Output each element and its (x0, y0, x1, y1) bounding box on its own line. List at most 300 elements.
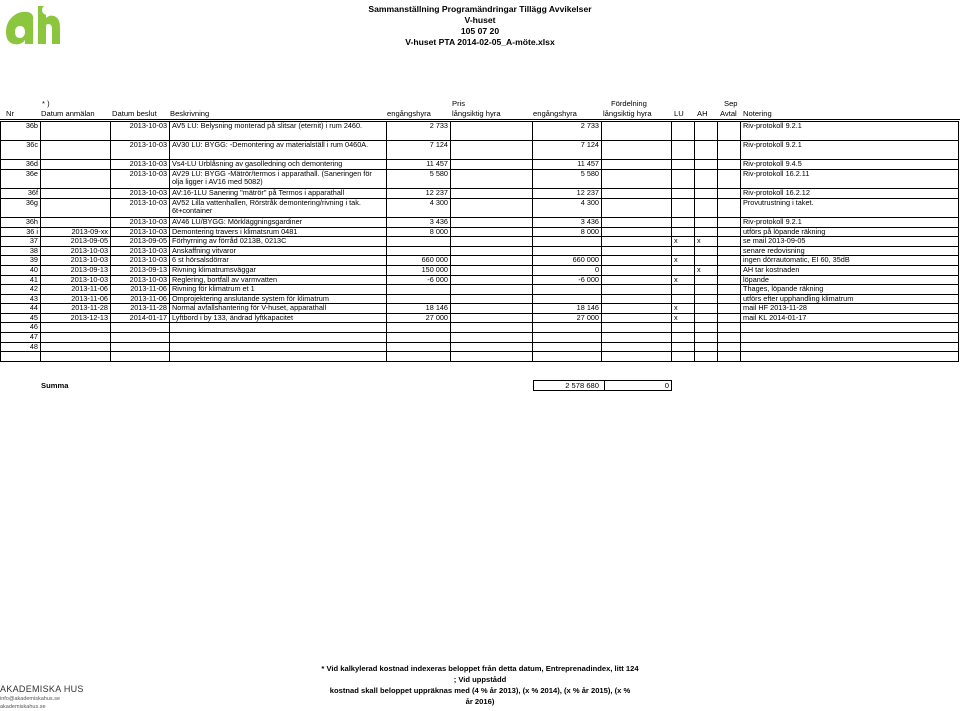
title-line-3: 105 07 20 (460, 26, 500, 36)
table-row (1, 333, 959, 343)
cell-beskrivning: AV30 LU: BYGG: -Demontering av materialställ i rum 0460A. (170, 141, 387, 160)
cell-pris-engangshyra: 18 146 (387, 304, 451, 314)
cell-pris-langsiktig (451, 352, 533, 362)
cell-lu (672, 160, 695, 170)
cell-beskrivning: Demontering travers i klimatsrum 0481 (170, 227, 387, 237)
summa-box (533, 380, 672, 391)
cell-avtal (718, 342, 741, 352)
cell-beskrivning: Omprojektering anslutande system för klimatrum (170, 294, 387, 304)
cell-pris-langsiktig (451, 169, 533, 188)
cell-datum-beslut: 2013-10-03 (111, 198, 170, 217)
header-engangshyra-pris: engångshyra (387, 109, 431, 118)
cell-avtal (718, 189, 741, 199)
cell-nr: 40 (1, 265, 41, 275)
cell-datum-anmalan: 2013-11-28 (41, 304, 111, 314)
cell-lu: x (672, 313, 695, 323)
cell-datum-anmalan: 2013-10-03 (41, 246, 111, 256)
header-engangshyra-fordelning: engångshyra (533, 109, 577, 118)
cell-pris-engangshyra: 8 000 (387, 227, 451, 237)
cell-fordelning-langsiktig (602, 217, 672, 227)
table-row (1, 169, 959, 188)
cell-pris-langsiktig (451, 237, 533, 247)
cell-pris-engangshyra: 27 000 (387, 313, 451, 323)
cell-lu (672, 342, 695, 352)
cell-beskrivning: Rivning för klimatrum et 1 (170, 285, 387, 295)
cell-fordelning-engangshyra (533, 352, 602, 362)
cell-datum-beslut: 2013-10-03 (111, 227, 170, 237)
cell-pris-engangshyra (387, 352, 451, 362)
cell-beskrivning: AV46 LU/BYGG: Mörkläggningsgardiner (170, 217, 387, 227)
cell-datum-beslut: 2013-10-03 (111, 122, 170, 141)
cell-beskrivning (170, 352, 387, 362)
cell-notering: mail KL 2014-01-17 (741, 313, 959, 323)
cell-fordelning-langsiktig (602, 265, 672, 275)
cell-datum-beslut: 2013-10-03 (111, 246, 170, 256)
cell-pris-engangshyra (387, 294, 451, 304)
header-langsiktig-pris: långsiktig hyra (452, 109, 501, 118)
cell-ah (695, 169, 718, 188)
cell-datum-anmalan: 2013-11-06 (41, 285, 111, 295)
cell-avtal (718, 256, 741, 266)
cell-nr: 46 (1, 323, 41, 333)
cell-beskrivning (170, 342, 387, 352)
cell-datum-beslut (111, 333, 170, 343)
cell-fordelning-langsiktig (602, 313, 672, 323)
cell-datum-beslut: 2013-10-03 (111, 141, 170, 160)
cell-avtal (718, 237, 741, 247)
cell-datum-beslut (111, 323, 170, 333)
cell-ah (695, 217, 718, 227)
document-title (290, 4, 670, 48)
cell-avtal (718, 265, 741, 275)
cell-beskrivning: Normal avfallshantering för V-huset, apparathall (170, 304, 387, 314)
table-row (1, 256, 959, 266)
cell-nr: 36 i (1, 227, 41, 237)
cell-pris-langsiktig (451, 227, 533, 237)
cell-notering: Riv-protokoll 9.2.1 (741, 141, 959, 160)
cell-ah (695, 256, 718, 266)
summa-label: Summa (41, 381, 69, 390)
cell-pris-langsiktig (451, 160, 533, 170)
cell-beskrivning: AV:16-1LU Sanering "mätrör" på Termos i apparathall (170, 189, 387, 199)
cell-fordelning-langsiktig (602, 304, 672, 314)
cell-ah (695, 122, 718, 141)
title-line-2: V-huset (464, 15, 496, 25)
cell-fordelning-engangshyra: 4 300 (533, 198, 602, 217)
cell-fordelning-engangshyra: -6 000 (533, 275, 602, 285)
header-datum-beslut: Datum beslut (112, 109, 157, 118)
summa-engangshyra: 2 578 680 (565, 381, 599, 390)
cell-ah (695, 333, 718, 343)
cell-avtal (718, 275, 741, 285)
cell-nr (1, 352, 41, 362)
cell-lu (672, 333, 695, 343)
table-body (1, 122, 959, 362)
cell-fordelning-langsiktig (602, 189, 672, 199)
cell-notering: Riv-protokoll 9.2.1 (741, 122, 959, 141)
cell-datum-anmalan: 2013-09-13 (41, 265, 111, 275)
cell-nr: 36e (1, 169, 41, 188)
cell-pris-engangshyra: 660 000 (387, 256, 451, 266)
table-header (0, 98, 960, 120)
cell-beskrivning: Förhyrning av förråd 0213B, 0213C (170, 237, 387, 247)
cell-notering: Thages, löpande räkning (741, 285, 959, 295)
cell-datum-anmalan (41, 141, 111, 160)
cell-fordelning-langsiktig (602, 323, 672, 333)
cell-ah (695, 352, 718, 362)
cell-fordelning-langsiktig (602, 285, 672, 295)
cell-beskrivning: 6 st hörsalsdörrar (170, 256, 387, 266)
cell-pris-engangshyra: 2 733 (387, 122, 451, 141)
table-row (1, 198, 959, 217)
cell-nr: 43 (1, 294, 41, 304)
cell-ah (695, 189, 718, 199)
cell-fordelning-engangshyra: 3 436 (533, 217, 602, 227)
cell-pris-engangshyra: 12 237 (387, 189, 451, 199)
footer-email: info@akademiskahus.se (0, 696, 61, 702)
cell-lu (672, 246, 695, 256)
cell-fordelning-engangshyra: 0 (533, 265, 602, 275)
cell-lu (672, 122, 695, 141)
cell-datum-anmalan (41, 189, 111, 199)
cell-pris-langsiktig (451, 304, 533, 314)
data-table (0, 121, 959, 362)
cell-datum-beslut: 2013-10-03 (111, 275, 170, 285)
cell-datum-anmalan (41, 169, 111, 188)
cell-ah (695, 141, 718, 160)
cell-notering: Riv-protokoll 9.4.5 (741, 160, 959, 170)
cell-fordelning-engangshyra: 12 237 (533, 189, 602, 199)
header-fordelning: Fördelning (611, 99, 647, 108)
cell-pris-langsiktig (451, 256, 533, 266)
cell-lu (672, 323, 695, 333)
header-sep: Sep (724, 99, 738, 108)
cell-ah (695, 227, 718, 237)
cell-fordelning-langsiktig (602, 122, 672, 141)
cell-datum-anmalan (41, 352, 111, 362)
cell-fordelning-langsiktig (602, 246, 672, 256)
header-langsiktig-fordelning: långsiktig hyra (603, 109, 652, 118)
cell-pris-langsiktig (451, 189, 533, 199)
cell-nr: 42 (1, 285, 41, 295)
cell-fordelning-engangshyra (533, 323, 602, 333)
cell-datum-anmalan: 2013-12-13 (41, 313, 111, 323)
table-row (1, 352, 959, 362)
cell-notering: Riv-protokoll 16.2.12 (741, 189, 959, 199)
cell-avtal (718, 198, 741, 217)
cell-beskrivning: AV52 Lilla vattenhallen, Rörstråk demontering/rivning i tak. 6t+container (170, 198, 387, 217)
cell-datum-beslut: 2013-10-03 (111, 217, 170, 227)
cell-lu: x (672, 275, 695, 285)
table-row (1, 237, 959, 247)
cell-lu (672, 189, 695, 199)
cell-lu (672, 217, 695, 227)
cell-fordelning-engangshyra: 2 733 (533, 122, 602, 141)
footer-brand: AKADEMISKA HUS (0, 684, 84, 694)
cell-ah (695, 304, 718, 314)
table-row (1, 141, 959, 160)
table-row (1, 122, 959, 141)
cell-fordelning-engangshyra: 18 146 (533, 304, 602, 314)
cell-ah (695, 313, 718, 323)
cell-beskrivning: Rivning klimatrumsväggar (170, 265, 387, 275)
cell-nr: 36d (1, 160, 41, 170)
cell-ah: x (695, 265, 718, 275)
cell-avtal (718, 246, 741, 256)
footnote-line-1: * Vid kalkylerad kostnad indexeras beloppet från detta datum, Entreprenadindex, litt 124 (321, 664, 639, 673)
summa-langsiktig: 0 (664, 381, 669, 390)
cell-pris-engangshyra (387, 237, 451, 247)
cell-notering: ingen dörrautomatic, EI 60, 35dB (741, 256, 959, 266)
table-row (1, 246, 959, 256)
cell-avtal (718, 285, 741, 295)
cell-beskrivning: Anskaffning vitvaror (170, 246, 387, 256)
cell-nr: 41 (1, 275, 41, 285)
cell-fordelning-engangshyra: 11 457 (533, 160, 602, 170)
cell-fordelning-engangshyra: 7 124 (533, 141, 602, 160)
cell-beskrivning: Lyftbord i by 133, ändrad lyftkapacitet (170, 313, 387, 323)
cell-fordelning-langsiktig (602, 352, 672, 362)
cell-fordelning-langsiktig (602, 198, 672, 217)
cell-datum-beslut: 2013-11-28 (111, 304, 170, 314)
cell-lu (672, 141, 695, 160)
cell-avtal (718, 304, 741, 314)
cell-lu: x (672, 237, 695, 247)
footnote-line-3: kostnad skall beloppet uppräknas med (4 % år 2013), (x % 2014), (x % år 2015), (x % (329, 686, 631, 695)
cell-pris-langsiktig (451, 294, 533, 304)
cell-lu (672, 169, 695, 188)
header-datum-anmalan: Datum anmälan (41, 109, 95, 118)
cell-lu (672, 285, 695, 295)
cell-pris-engangshyra (387, 246, 451, 256)
cell-notering: löpande (741, 275, 959, 285)
cell-ah (695, 285, 718, 295)
cell-datum-anmalan: 2013-10-03 (41, 256, 111, 266)
cell-ah (695, 275, 718, 285)
footnote-mark: * ) (42, 99, 50, 108)
cell-fordelning-engangshyra: 660 000 (533, 256, 602, 266)
cell-lu (672, 227, 695, 237)
cell-fordelning-langsiktig (602, 237, 672, 247)
cell-datum-anmalan (41, 323, 111, 333)
cell-ah: x (695, 237, 718, 247)
cell-notering: mail HF 2013-11-28 (741, 304, 959, 314)
table-row (1, 323, 959, 333)
footnote-line-2: ; Vid uppstådd (453, 675, 507, 684)
cell-avtal (718, 122, 741, 141)
cell-pris-engangshyra: 5 580 (387, 169, 451, 188)
table-row (1, 189, 959, 199)
cell-notering: Provutrustning i taket. (741, 198, 959, 217)
cell-datum-anmalan: 2013-10-03 (41, 275, 111, 285)
cell-datum-beslut: 2013-11-06 (111, 294, 170, 304)
cell-fordelning-engangshyra (533, 342, 602, 352)
cell-avtal (718, 141, 741, 160)
cell-nr: 48 (1, 342, 41, 352)
cell-notering: Riv-protokoll 16.2.11 (741, 169, 959, 188)
cell-avtal (718, 313, 741, 323)
cell-pris-langsiktig (451, 217, 533, 227)
cell-fordelning-engangshyra (533, 246, 602, 256)
cell-beskrivning (170, 333, 387, 343)
cell-datum-anmalan: 2013-09-xx (41, 227, 111, 237)
cell-pris-engangshyra (387, 285, 451, 295)
cell-nr: 44 (1, 304, 41, 314)
cell-pris-langsiktig (451, 342, 533, 352)
cell-notering (741, 342, 959, 352)
summa-divider (604, 381, 605, 390)
cell-pris-engangshyra: 150 000 (387, 265, 451, 275)
cell-datum-anmalan: 2013-11-06 (41, 294, 111, 304)
cell-datum-anmalan (41, 198, 111, 217)
cell-lu (672, 265, 695, 275)
cell-fordelning-langsiktig (602, 227, 672, 237)
cell-pris-engangshyra (387, 323, 451, 333)
cell-fordelning-engangshyra: 8 000 (533, 227, 602, 237)
cell-avtal (718, 352, 741, 362)
cell-fordelning-engangshyra (533, 333, 602, 343)
cell-lu (672, 294, 695, 304)
cell-datum-anmalan (41, 333, 111, 343)
cell-pris-engangshyra (387, 333, 451, 343)
cell-fordelning-engangshyra (533, 285, 602, 295)
table-row (1, 275, 959, 285)
cell-fordelning-engangshyra: 27 000 (533, 313, 602, 323)
cell-fordelning-langsiktig (602, 342, 672, 352)
table-row (1, 294, 959, 304)
cell-avtal (718, 333, 741, 343)
cell-datum-anmalan (41, 217, 111, 227)
cell-beskrivning: AV29 LU: BYGG -Mätrör/termos i apparathall. (Saneringen för olja ligger i AV16 med 5082) (170, 169, 387, 188)
cell-datum-beslut: 2013-09-05 (111, 237, 170, 247)
cell-ah (695, 342, 718, 352)
table-row (1, 313, 959, 323)
cell-lu: x (672, 256, 695, 266)
cell-fordelning-langsiktig (602, 256, 672, 266)
cell-nr: 37 (1, 237, 41, 247)
cell-notering: Riv-protokoll 9.2.1 (741, 217, 959, 227)
cell-pris-langsiktig (451, 198, 533, 217)
table-row (1, 160, 959, 170)
cell-fordelning-langsiktig (602, 294, 672, 304)
cell-fordelning-engangshyra: 5 580 (533, 169, 602, 188)
cell-fordelning-langsiktig (602, 169, 672, 188)
cell-datum-beslut: 2013-10-03 (111, 256, 170, 266)
cell-ah (695, 160, 718, 170)
cell-notering (741, 352, 959, 362)
cell-pris-engangshyra: 7 124 (387, 141, 451, 160)
cell-lu: x (672, 304, 695, 314)
cell-datum-beslut: 2013-10-03 (111, 189, 170, 199)
title-line-1: Sammanställning Programändringar Tillägg Avvikelser (368, 4, 592, 14)
cell-avtal (718, 169, 741, 188)
table-row (1, 265, 959, 275)
cell-pris-langsiktig (451, 141, 533, 160)
cell-nr: 38 (1, 246, 41, 256)
cell-notering: utförs på löpande räkning (741, 227, 959, 237)
header-notering: Notering (743, 109, 772, 118)
cell-fordelning-engangshyra (533, 294, 602, 304)
cell-pris-langsiktig (451, 323, 533, 333)
title-line-4: V-huset PTA 2014-02-05_A-möte.xlsx (405, 37, 555, 47)
cell-datum-beslut: 2013-10-03 (111, 160, 170, 170)
cell-notering: utförs efter upphandling klimatrum (741, 294, 959, 304)
cell-pris-engangshyra: 11 457 (387, 160, 451, 170)
footnote-line-4: år 2016) (465, 697, 495, 706)
cell-nr: 47 (1, 333, 41, 343)
cell-fordelning-langsiktig (602, 275, 672, 285)
header-pris: Pris (452, 99, 466, 108)
cell-nr: 39 (1, 256, 41, 266)
cell-datum-beslut: 2013-10-03 (111, 169, 170, 188)
cell-avtal (718, 160, 741, 170)
header-nr: Nr (6, 109, 15, 118)
cell-fordelning-langsiktig (602, 160, 672, 170)
cell-notering: se mail 2013-09-05 (741, 237, 959, 247)
cell-datum-beslut (111, 342, 170, 352)
cell-datum-anmalan (41, 342, 111, 352)
table-row (1, 304, 959, 314)
cell-pris-engangshyra: -6 000 (387, 275, 451, 285)
cell-notering: AH tar kostnaden (741, 265, 959, 275)
cell-pris-engangshyra (387, 342, 451, 352)
cell-beskrivning (170, 323, 387, 333)
cell-notering: senare redovisning (741, 246, 959, 256)
cell-nr: 36f (1, 189, 41, 199)
cell-ah (695, 246, 718, 256)
cell-datum-beslut (111, 352, 170, 362)
cell-pris-langsiktig (451, 122, 533, 141)
table-row (1, 342, 959, 352)
table-row (1, 285, 959, 295)
cell-nr: 36b (1, 122, 41, 141)
cell-pris-langsiktig (451, 313, 533, 323)
header-beskrivning: Beskrivning (170, 109, 210, 118)
header-avtal: Avtal (720, 109, 737, 118)
cell-avtal (718, 323, 741, 333)
cell-datum-anmalan (41, 160, 111, 170)
cell-datum-beslut: 2013-11-06 (111, 285, 170, 295)
cell-ah (695, 294, 718, 304)
cell-nr: 36h (1, 217, 41, 227)
cell-fordelning-langsiktig (602, 141, 672, 160)
cell-avtal (718, 227, 741, 237)
cell-ah (695, 323, 718, 333)
cell-avtal (718, 217, 741, 227)
cell-notering (741, 333, 959, 343)
cell-lu (672, 352, 695, 362)
cell-notering (741, 323, 959, 333)
cell-fordelning-langsiktig (602, 333, 672, 343)
akademiska-hus-logo-icon (2, 2, 62, 52)
cell-fordelning-engangshyra (533, 237, 602, 247)
footnote (300, 663, 660, 707)
header-ah: AH (697, 109, 708, 118)
cell-pris-langsiktig (451, 246, 533, 256)
table-row (1, 217, 959, 227)
cell-beskrivning: Reglering, bortfall av varmvatten (170, 275, 387, 285)
cell-nr: 36c (1, 141, 41, 160)
cell-datum-beslut: 2013-09-13 (111, 265, 170, 275)
cell-pris-langsiktig (451, 275, 533, 285)
table-row (1, 227, 959, 237)
cell-beskrivning: Vs4-LU Urblåsning av gasolledning och demontering (170, 160, 387, 170)
cell-beskrivning: AV5 LU: Belysning monterad på slitsar (eternit) i rum 2460. (170, 122, 387, 141)
cell-lu (672, 198, 695, 217)
cell-datum-anmalan (41, 122, 111, 141)
cell-pris-engangshyra: 3 436 (387, 217, 451, 227)
cell-avtal (718, 294, 741, 304)
